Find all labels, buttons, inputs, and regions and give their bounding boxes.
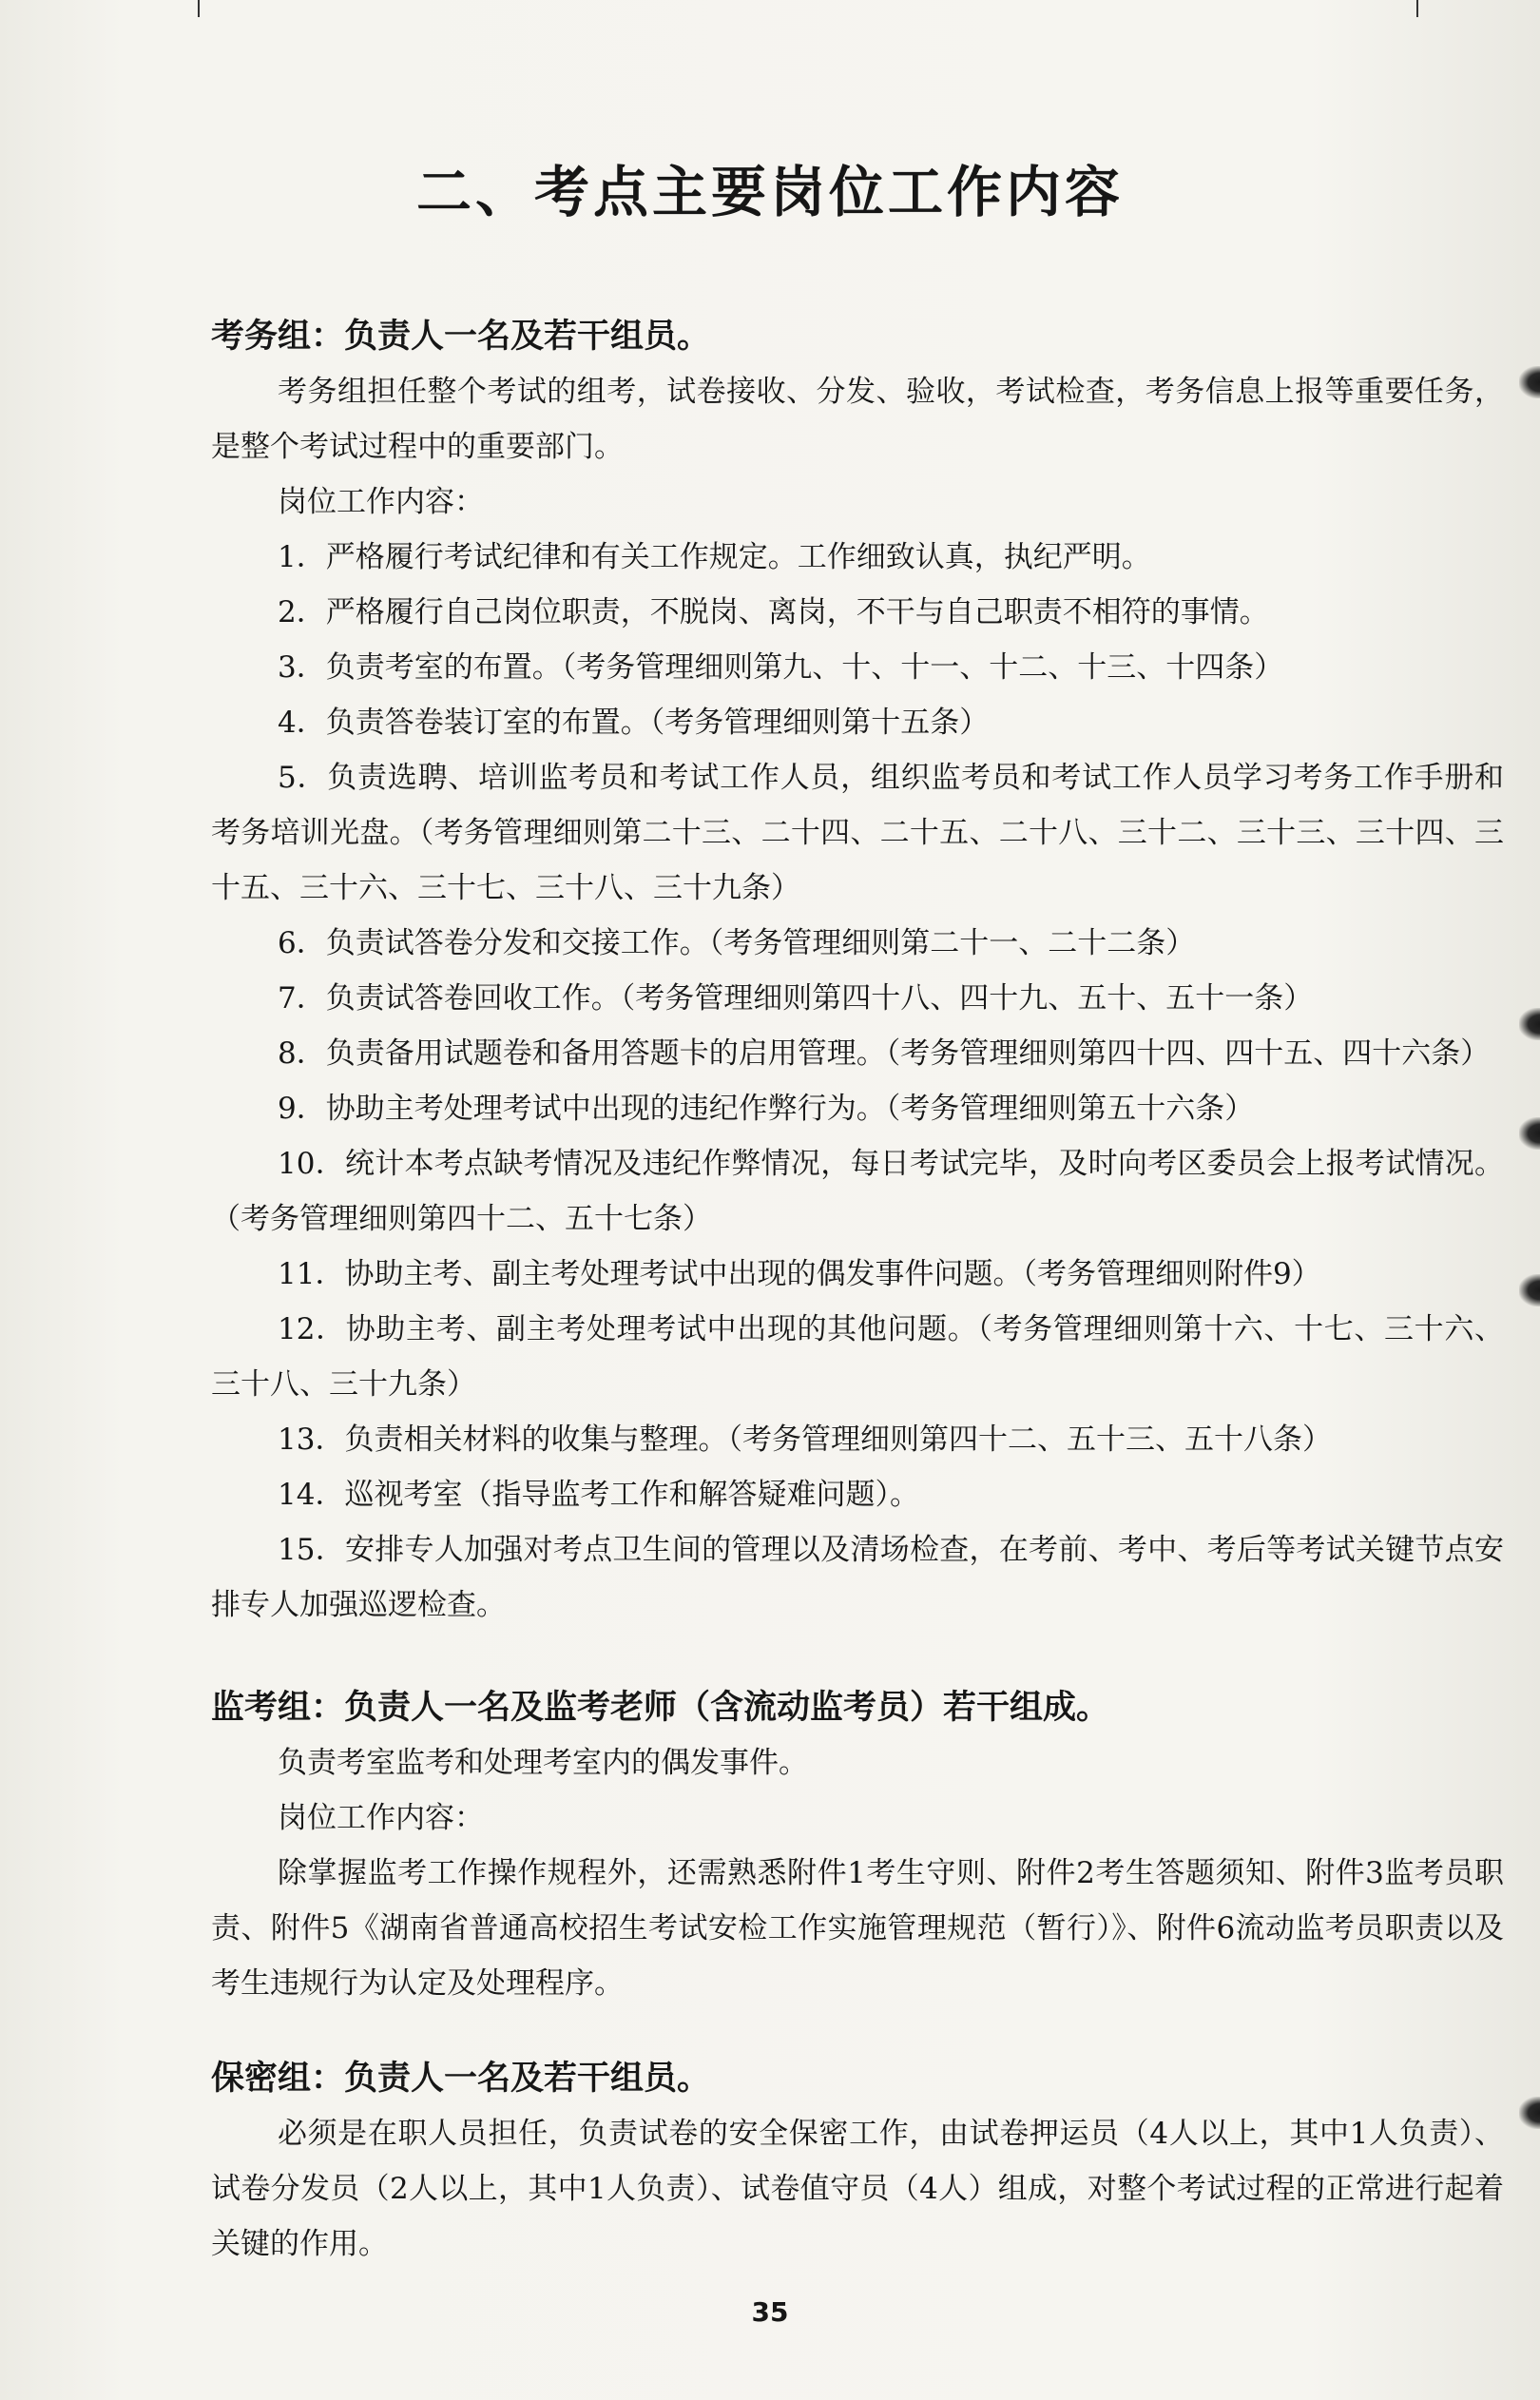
scan-edge-mark	[1519, 2097, 1540, 2129]
list-item: 14．巡视考室（指导监考工作和解答疑难问题）。	[278, 1478, 919, 1512]
scan-edge-mark	[1519, 1117, 1540, 1150]
duties-label: 岗位工作内容：	[278, 485, 484, 519]
section-intro: 考务组担任整个考试的组考，试卷接收、分发、验收，考试检查，考务信息上报等重要任务，是整个考试过程中的重要部门。	[211, 375, 1504, 464]
page-title: 二、考点主要岗位工作内容	[415, 160, 1124, 224]
list-item: 4．负责答卷装订室的布置。（考务管理细则第十五条）	[278, 706, 990, 740]
list-item: 1．严格履行考试纪律和有关工作规定。工作细致认真，执纪严明。	[278, 540, 1151, 574]
list-item: 15．安排专人加强对考点卫生间的管理以及清场检查，在考前、考中、考后等考试关键节点安排专人加强巡逻检查。	[211, 1533, 1504, 1622]
list-item: 5．负责选聘、培训监考员和考试工作人员，组织监考员和考试工作人员学习考务工作手册和考务培训光盘。（考务管理细则第二十三、二十四、二十五、二十八、三十二、三十三、三十四、三十五、三十六、三十七、三十八、三十九条）	[211, 761, 1504, 905]
page-content	[211, 309, 1504, 2272]
scan-edge-mark	[1519, 1008, 1540, 1040]
section-heading: 保密组：负责人一名及若干组员。	[211, 2060, 711, 2098]
section-intro: 必须是在职人员担任，负责试卷的安全保密工作，由试卷押运员（4人以上，其中1人负责）、试卷分发员（2人以上，其中1人负责）、试卷值守员（4人）组成，对整个考试过程的正常进行起着关键的作用。	[211, 2117, 1504, 2261]
list-item: 7．负责试答卷回收工作。（考务管理细则第四十八、四十九、五十、五十一条）	[278, 981, 1314, 1016]
section-heading: 考务组：负责人一名及若干组员。	[211, 318, 711, 356]
list-item: 10．统计本考点缺考情况及违纪作弊情况，每日考试完毕，及时向考区委员会上报考试情况。（考务管理细则第四十二、五十七条）	[211, 1147, 1504, 1236]
scan-tick-left	[198, 0, 200, 17]
list-item: 12．协助主考、副主考处理考试中出现的其他问题。（考务管理细则第十六、十七、三十六、三十八、三十九条）	[211, 1312, 1504, 1402]
section-body: 除掌握监考工作操作规程外，还需熟悉附件1考生守则、附件2考生答题须知、附件3监考员职责、附件5《湖南省普通高校招生考试安检工作实施管理规范（暂行）》、附件6流动监考员职责以及考生违规行为认定及处理程序。	[211, 1856, 1504, 2001]
list-item: 3．负责考室的布置。（考务管理细则第九、十、十一、十二、十三、十四条）	[278, 650, 1284, 685]
scan-edge-mark	[1519, 1274, 1540, 1306]
list-item: 9．协助主考处理考试中出现的违纪作弊行为。（考务管理细则第五十六条）	[278, 1092, 1255, 1126]
page-number: 35	[751, 2296, 789, 2328]
list-item: 2．严格履行自己岗位职责，不脱岗、离岗，不干与自己职责不相符的事情。	[278, 595, 1269, 629]
section-invigilation	[211, 1680, 1504, 2011]
scan-edge-mark	[1519, 366, 1540, 398]
section-exam-affairs	[211, 309, 1504, 1633]
list-item: 11．协助主考、副主考处理考试中出现的偶发事件问题。（考务管理细则附件9）	[278, 1257, 1321, 1291]
scan-tick-right	[1416, 0, 1418, 17]
list-item: 8．负责备用试题卷和备用答题卡的启用管理。（考务管理细则第四十四、四十五、四十六条）	[278, 1036, 1491, 1071]
duties-label: 岗位工作内容：	[278, 1801, 484, 1835]
list-item: 13．负责相关材料的收集与整理。（考务管理细则第四十二、五十三、五十八条）	[278, 1423, 1332, 1457]
section-intro: 负责考室监考和处理考室内的偶发事件。	[278, 1746, 808, 1780]
section-heading: 监考组：负责人一名及监考老师（含流动监考员）若干组成。	[211, 1689, 1110, 1727]
list-item: 6．负责试答卷分发和交接工作。（考务管理细则第二十一、二十二条）	[278, 926, 1196, 960]
section-confidentiality	[211, 2051, 1504, 2272]
